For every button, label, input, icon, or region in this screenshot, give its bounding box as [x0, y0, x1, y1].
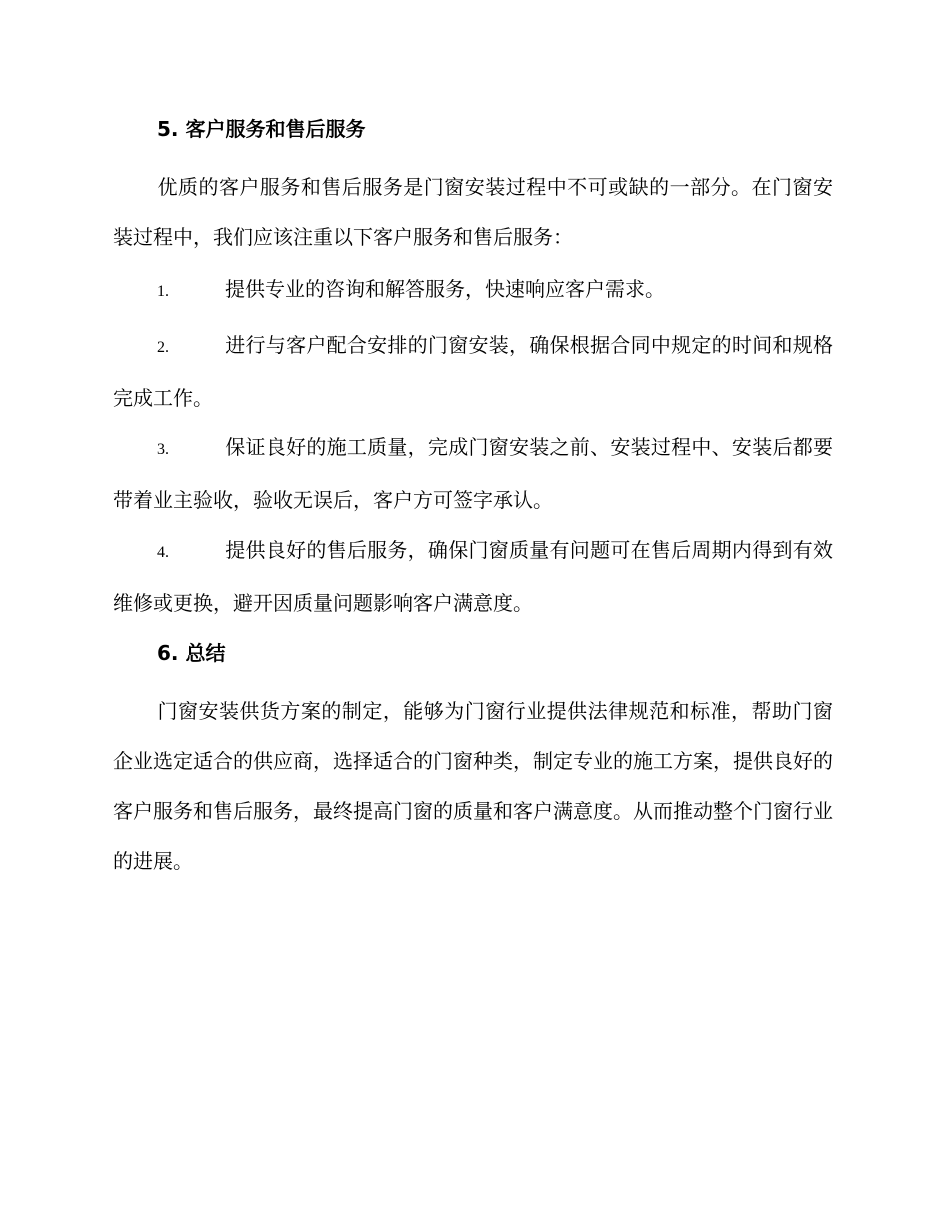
list-item-3: [113, 422, 833, 525]
list-item-text: 提供专业的咨询和解答服务，快速响应客户需求。: [225, 277, 665, 301]
list-number: 1.: [157, 283, 169, 300]
summary-paragraph: [113, 686, 833, 886]
list-item-4: [113, 525, 833, 628]
list-number: 2.: [157, 339, 169, 356]
list-number: 3.: [157, 441, 169, 458]
list-item-text: 提供良好的售后服务，确保门窗质量有问题可在售后周期内得到有效维修或更换，避开因质量问题影响客户满意度。: [113, 538, 833, 615]
list-item-text: 进行与客户配合安排的门窗安装，确保根据合同中规定的时间和规格完成工作。: [113, 333, 833, 410]
list-item-text: 保证良好的施工质量，完成门窗安装之前、安装过程中、安装后都要带着业主验收，验收无误后，客户方可签字承认。: [113, 435, 833, 512]
list-item-2: [113, 320, 833, 423]
intro-text: 优质的客户服务和售后服务是门窗安装过程中不可或缺的一部分。在门窗安装过程中，我们应该注重以下客户服务和售后服务：: [113, 175, 833, 249]
summary-text: 门窗安装供货方案的制定，能够为门窗行业提供法律规范和标准，帮助门窗企业选定适合的供应商，选择适合的门窗种类，制定专业的施工方案，提供良好的客户服务和售后服务，最终提高门窗的质量和客户满意度。从而推动整个门窗行业的进展。: [113, 699, 833, 873]
section-heading-summary: 6. 总结: [157, 641, 226, 665]
list-item-1: [113, 264, 833, 317]
section-intro-paragraph: [113, 162, 833, 262]
section-heading-customer-service: 5. 客户服务和售后服务: [157, 117, 366, 141]
list-number: 4.: [157, 544, 169, 561]
